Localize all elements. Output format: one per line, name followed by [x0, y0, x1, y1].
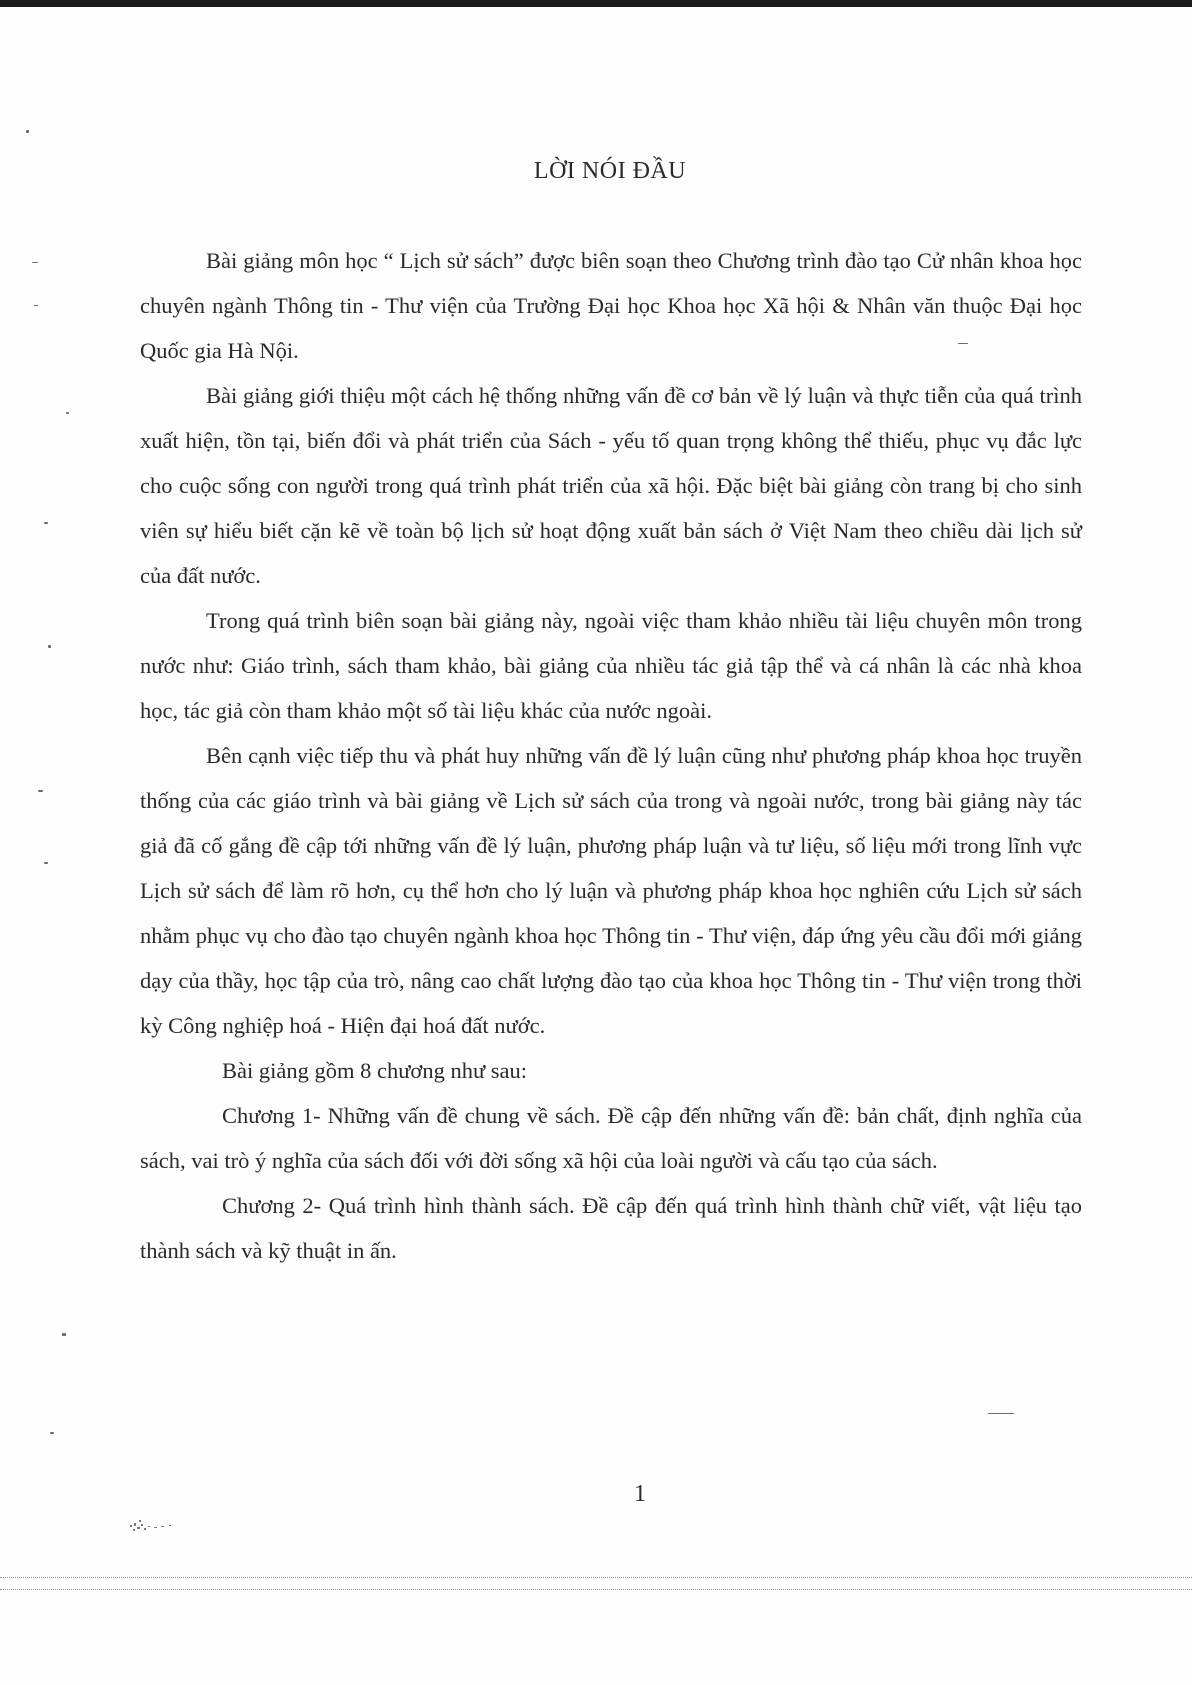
scan-speck: [32, 262, 38, 263]
scan-speck: [48, 645, 51, 648]
scan-speck: [958, 343, 968, 344]
paragraph-chapter-1: Chương 1- Những vấn đề chung về sách. Đề cập đến những vấn đề: bản chất, định nghĩa của sách, vai trò ý nghĩa của sách đối với đời sống xã hội của loài người và cấu tạo của sách.: [140, 1103, 1082, 1173]
scan-speck: [38, 790, 43, 792]
scan-speck: [34, 305, 38, 306]
scan-speck: [66, 412, 69, 414]
scan-smudge: [128, 1515, 186, 1537]
paragraph-overview: Bài giảng giới thiệu một cách hệ thống những vấn đề cơ bản về lý luận và thực tiễn của quá trình xuất hiện, tồn tại, biến đổi và phát triển của Sách - yếu tố quan trọng không thể thiếu, phục vụ đắc lực cho cuộc sống con người trong quá trình phát triển của xã hội. Đặc biệt bài giảng còn trang bị cho sinh viên sự hiểu biết cặn kẽ về toàn bộ lịch sử hoạt động xuất bản sách ở Việt Nam theo chiều dài lịch sử của đất nước.: [140, 383, 1082, 588]
scan-bottom-line: [0, 1577, 1192, 1578]
paragraph-chapters-intro: Bài giảng gồm 8 chương như sau:: [222, 1058, 528, 1083]
scan-speck: [26, 130, 29, 133]
paragraph-chapter-2: Chương 2- Quá trình hình thành sách. Đề cập đến quá trình hình thành chữ viết, vật liệu tạo thành sách và kỹ thuật in ấn.: [140, 1193, 1082, 1263]
scan-speck: [62, 1333, 66, 1336]
page-number: 1: [634, 1481, 646, 1507]
body-text: [140, 238, 1082, 1273]
scan-speck: [44, 862, 48, 864]
paragraph-intro: Bài giảng môn học “ Lịch sử sách” được biên soạn theo Chương trình đào tạo Cử nhân khoa học chuyên ngành Thông tin - Thư viện của Trường Đại học Khoa học Xã hội & Nhân văn thuộc Đại học Quốc gia Hà Nội.: [140, 248, 1082, 363]
scan-bottom-line: [0, 1589, 1192, 1590]
page-title: LỜI NÓI ĐẦU: [533, 158, 687, 184]
scan-speck: [44, 522, 48, 524]
paragraph-sources: Trong quá trình biên soạn bài giảng này, ngoài việc tham khảo nhiều tài liệu chuyên môn trong nước như: Giáo trình, sách tham khảo, bài giảng của nhiều tác giả tập thể và cá nhân là các nhà khoa học, tác giả còn tham khảo một số tài liệu khác của nước ngoài.: [140, 608, 1082, 723]
scan-speck: [50, 1432, 54, 1434]
paragraph-approach: Bên cạnh việc tiếp thu và phát huy những vấn đề lý luận cũng như phương pháp khoa học truyền thống của các giáo trình và bài giảng về Lịch sử sách của trong và ngoài nước, trong bài giảng này tác giả đã cố gắng đề cập tới những vấn đề lý luận, phương pháp luận và tư liệu, số liệu mới trong lĩnh vực Lịch sử sách để làm rõ hơn, cụ thể hơn cho lý luận và phương pháp khoa học nghiên cứu Lịch sử sách nhằm phục vụ cho đào tạo chuyên ngành khoa học Thông tin - Thư viện, đáp ứng yêu cầu đổi mới giảng dạy của thầy, học tập của trò, nâng cao chất lượng đào tạo của khoa học Thông tin - Thư viện trong thời kỳ Công nghiệp hoá - Hiện đại hoá đất nước.: [140, 743, 1082, 1038]
scan-top-edge: [0, 0, 1192, 7]
scan-speck: [988, 1413, 1014, 1414]
